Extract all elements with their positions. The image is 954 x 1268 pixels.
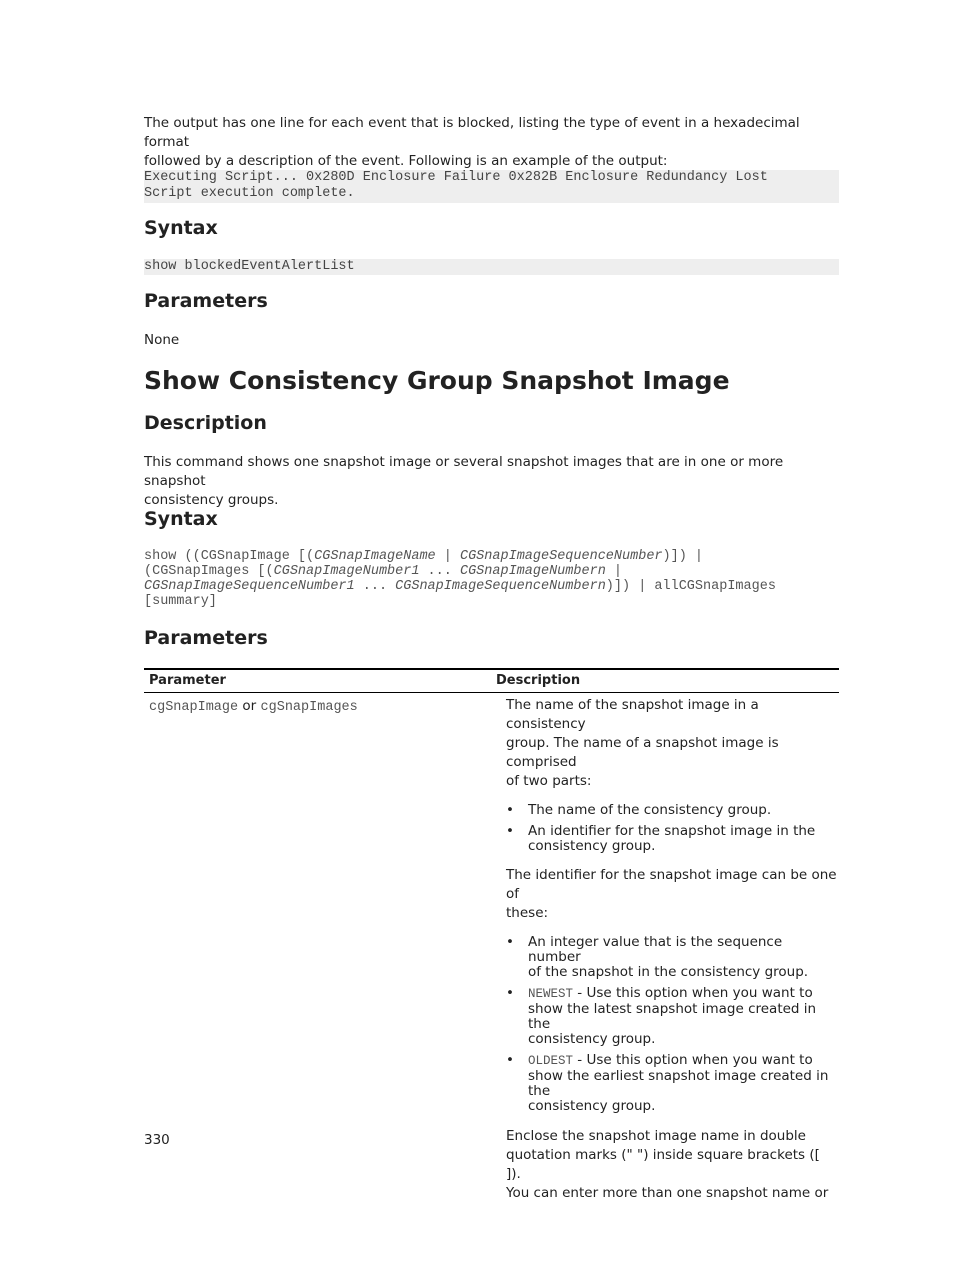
syntax-code-2 [144, 549, 776, 609]
description-line-1: This command shows one snapshot image or several snapshot images that are in one or more snapshot [144, 454, 784, 489]
header-description: Description [496, 673, 581, 688]
code-text: | [435, 549, 460, 564]
syntax-heading-2: Syntax [144, 508, 218, 530]
list-item-text: An identifier for the snapshot image in the [528, 823, 816, 839]
list-item-text: - Use this option when you want to [573, 1052, 813, 1068]
list-item-text: show the earliest snapshot image created in the [528, 1068, 829, 1099]
header-parameter: Parameter [149, 673, 226, 688]
syntax-code: show blockedEventAlertList [144, 259, 839, 275]
desc-p3-line-1: Enclose the snapshot image name in double [506, 1128, 806, 1144]
table-row [144, 693, 839, 1204]
syntax-line-4: [summary] [144, 594, 217, 609]
table-header-row [144, 669, 839, 693]
list-item [506, 803, 839, 818]
bullet-icon: • [506, 985, 514, 1001]
desc-p1-line-1: The name of the snapshot image in a consistency [506, 697, 759, 732]
code-text: ... [354, 579, 396, 594]
bullet-list-2 [506, 935, 839, 1114]
bullet-icon: • [506, 934, 514, 950]
description-cell [491, 693, 839, 1204]
syntax-line-3 [144, 579, 776, 594]
code-text: ... [419, 564, 460, 579]
list-item-text: of the snapshot in the consistency group. [528, 964, 809, 980]
parameters-heading: Parameters [144, 290, 268, 312]
desc-p3 [506, 1127, 839, 1203]
desc-p2-line-1: The identifier for the snapshot image can be one of [506, 867, 837, 902]
list-item-text: show the latest snapshot image created in the [528, 1001, 817, 1032]
list-item-text: consistency group. [528, 838, 656, 854]
list-item-text: An integer value that is the sequence number [528, 934, 783, 965]
bullet-list-1 [506, 803, 839, 854]
description-paragraph [144, 453, 839, 510]
intro-paragraph [144, 114, 839, 171]
output-example-code [144, 170, 839, 203]
desc-p3-line-3: You can enter more than one snapshot name or [506, 1185, 829, 1201]
bullet-icon: • [506, 802, 514, 818]
option-code: OLDEST [528, 1054, 574, 1068]
list-item-text: consistency group. [528, 1098, 656, 1114]
output-example-line-2: Script execution complete. [144, 186, 355, 201]
param-name-a: cgSnapImage [149, 700, 239, 715]
parameters-table [144, 668, 839, 1203]
parameters-heading-2: Parameters [144, 627, 268, 649]
list-item-text: The name of the consistency group. [528, 802, 772, 818]
page-number: 330 [144, 1132, 170, 1148]
param-cell [144, 693, 491, 1204]
section-title: Show Consistency Group Snapshot Image [144, 366, 730, 395]
desc-p1-line-3: of two parts: [506, 773, 592, 789]
syntax-line-1 [144, 549, 776, 564]
code-text: show ((CGSnapImage [( [144, 549, 315, 564]
code-var: CGSnapImageNumbern [459, 564, 606, 579]
code-text: )]) | [662, 549, 704, 564]
desc-p2-line-2: these: [506, 905, 549, 921]
output-example-line-1: Executing Script... 0x280D Enclosure Failure 0x282B Enclosure Redundancy Lost [144, 170, 768, 185]
param-or: or [238, 698, 261, 714]
list-item-text: consistency group. [528, 1031, 656, 1047]
param-name-b: cgSnapImages [260, 700, 358, 715]
code-var: CGSnapImageSequenceNumbern [395, 579, 606, 594]
parameters-none: None [144, 332, 180, 348]
code-text: (CGSnapImages [( [144, 564, 274, 579]
list-item-text: - Use this option when you want to [573, 985, 813, 1001]
list-item [506, 824, 839, 854]
bullet-icon: • [506, 1052, 514, 1068]
description-line-2: consistency groups. [144, 492, 279, 508]
code-var: CGSnapImageName [314, 549, 436, 564]
code-var: CGSnapImageNumber1 [273, 564, 420, 579]
option-code: NEWEST [528, 987, 574, 1001]
code-text: | [605, 564, 622, 579]
list-item [506, 1053, 839, 1114]
intro-line-2: followed by a description of the event. Following is an example of the output: [144, 153, 668, 169]
desc-p3-line-2: quotation marks (" ") inside square brackets ([ ]). [506, 1147, 820, 1182]
description-heading: Description [144, 412, 267, 434]
syntax-heading: Syntax [144, 217, 218, 239]
list-item [506, 935, 839, 980]
code-var: CGSnapImageSequenceNumber [459, 549, 663, 564]
desc-p2 [506, 866, 839, 923]
bullet-icon: • [506, 823, 514, 839]
intro-line-1: The output has one line for each event that is blocked, listing the type of event in a hexadecimal format [144, 115, 800, 150]
list-item [506, 986, 839, 1047]
code-text: )]) | allCGSnapImages [605, 579, 776, 594]
code-var: CGSnapImageSequenceNumber1 [144, 579, 355, 594]
desc-p1-line-2: group. The name of a snapshot image is comprised [506, 735, 779, 770]
syntax-line-2 [144, 564, 776, 579]
